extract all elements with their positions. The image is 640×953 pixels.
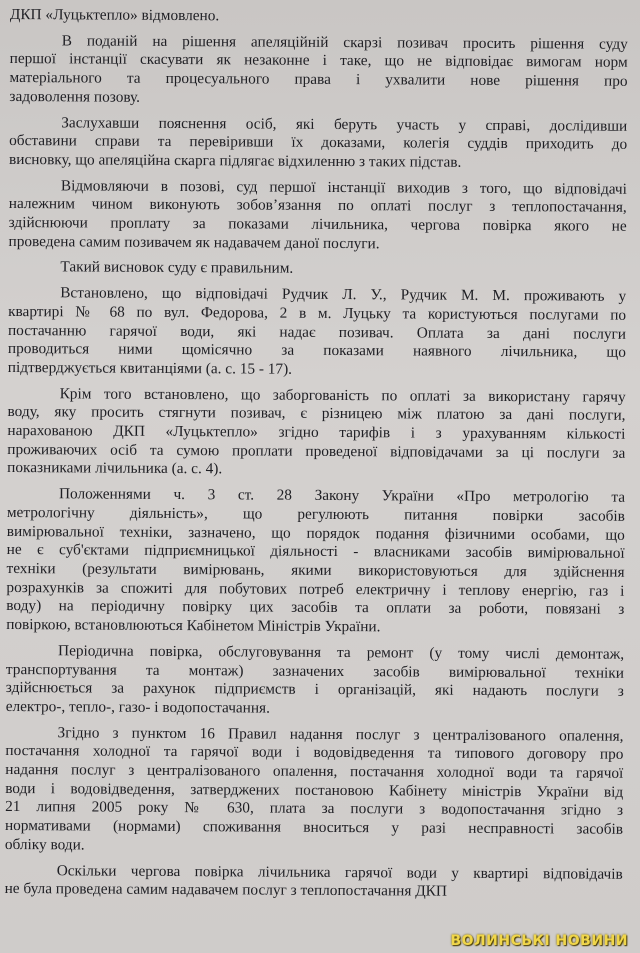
text-line: воду) на періодичну повірку цих засобів та оплати за роботи, повязані з [6, 597, 625, 619]
text-line: повіркою, встановлюються Кабінетом Міністрів України. [6, 616, 381, 636]
text-line: Встановлено, що відповідачі Рудчик Л. У., Рудчик М. М. проживають у [60, 284, 627, 305]
text-line: Заслухавши пояснення осіб, які беруть участь у справі, дослідивши [61, 113, 628, 135]
text-line: належним чином виконують зобов’язання по оплаті послуг з теплопостачання, [8, 195, 627, 217]
text-line: транспортування та монтаж) зазначених засобів вимірювальної техніки [5, 660, 624, 682]
paragraph [9, 32, 627, 111]
text-line: першої інстанції скасувати як незаконне і таке, що не відповідає вимогам норм [9, 50, 628, 72]
text-line: вимірювальної техніки, зазначено, що порядок подання фізичними особами, що [6, 522, 625, 544]
text-line: квартирі № 68 по вул. Федорова, 2 в м. Луцьку та користуються послугами по [8, 302, 627, 324]
text-line: надання послуг з централізованого опалення, постачання холодної води та гарячої [5, 761, 624, 782]
text-line: не була проведена самим надавачем послуг з теплопостачання ДКП [4, 880, 447, 900]
paragraph [6, 485, 625, 638]
paragraph [9, 177, 627, 256]
text-line: проведена самим позивачем як надавачем даної послуги. [8, 232, 380, 252]
paragraph [6, 642, 624, 721]
paragraph [9, 114, 627, 174]
text-line: обставини справи та перевіривши їх доказами, колегія суддів приходить до [9, 132, 628, 153]
text-line: постачання холодної та гарячої води і водовідведення та типового договору про [5, 742, 624, 764]
text-line: Періодична повірка, обслуговування та ремонт (у тому числі демонтаж, [58, 642, 625, 663]
text-line: задоволення позову. [9, 87, 141, 106]
paragraph [8, 284, 627, 381]
text-line: Згідно з пунктом 16 Правил надання послуг з централізованого опалення, [57, 723, 624, 745]
text-line: воду, яку просить стягнути позивач, є різницею між платою за дані послуги, [7, 403, 626, 425]
paragraph [8, 258, 626, 280]
text-line: метрологічну діяльність», що регулюють питання повірки засобів [6, 503, 625, 525]
text-line: Оскільки чергова повірка лічильника гарячої води у квартирі відповідачів [56, 861, 623, 883]
text-line: підтверджується квитанціями (а. с. 15 - 17). [7, 358, 293, 378]
text-line: матеріального та процесуального права і ухвалити нове рішення про [9, 69, 628, 90]
text-line: проводиться ними щомісячно за показами наявного лічильника, що [7, 340, 626, 362]
text-line: Положеннями ч. 3 ст. 28 Закону України «Про метрологію та [58, 485, 626, 506]
text-line: постачанню гарячої води, які надає позивач. Оплата за дані послуги [7, 321, 627, 343]
text-line: води і водовідведення, затверджених постановою Кабінету міністрів України від [5, 779, 624, 801]
text-line: В поданій на рішення апеляційній скарзі позивач просить рішення суду [61, 32, 628, 53]
paragraph [5, 862, 623, 903]
text-line: не є суб'єктами підприємницької діяльності - власниками засобів вимірювальної [6, 541, 625, 563]
text-line: нарахованою ДКП «Луцьктепло» згідно тарифів і з урахуванням кількості [7, 422, 626, 443]
text-line: проживаючих осіб та сумою проплати проведеної відповідачами за ці послуги за [7, 440, 626, 462]
text-line: техніки (результати вимірювань, якими використовуються для здійснення [6, 559, 625, 581]
paragraph [10, 6, 628, 28]
text-line: ДКП «Луцьктепло» відмовлено. [9, 6, 220, 25]
text-line: висновку, що апеляційна скарга підлягає відхиленню з таких підстав. [9, 150, 462, 171]
text-line: Такий висновок суду є правильним. [60, 258, 294, 278]
text-line: розрахунків за спожиті для побутових потреб електричну і теплову енергію, газ і [6, 578, 625, 600]
text-line: здійснюючи проплату за показами лічильника, чергова повірка якого не [8, 214, 627, 235]
text-line: обліку води. [4, 835, 85, 854]
court-decision-page [5, 6, 628, 910]
paragraph [5, 724, 624, 859]
text-line: показниками лічильника (а. с. 4). [7, 459, 223, 478]
text-line: 21 липня 2005 року № 630, плата за послуги з водопостачання згідно з [5, 798, 624, 820]
text-line: Відмовляючи в позові, суд першої інстанції виходив з того, що відповідачі [60, 176, 627, 198]
watermark-logo: ВОЛИНСЬКІ НОВИНИ [450, 933, 628, 949]
paragraph [7, 385, 626, 482]
text-line: нормативами (нормами) споживання вноситься у разі несправності засобів [4, 817, 624, 838]
text-line: електро-, тепло-, газо- і водопостачання. [5, 697, 271, 717]
text-line: Крім того встановлено, що заборгованість по оплаті за використану гарячу [59, 384, 626, 406]
text-line: здійснюється за рахунок підприємств і організацій, які надають послуги з [5, 679, 624, 700]
